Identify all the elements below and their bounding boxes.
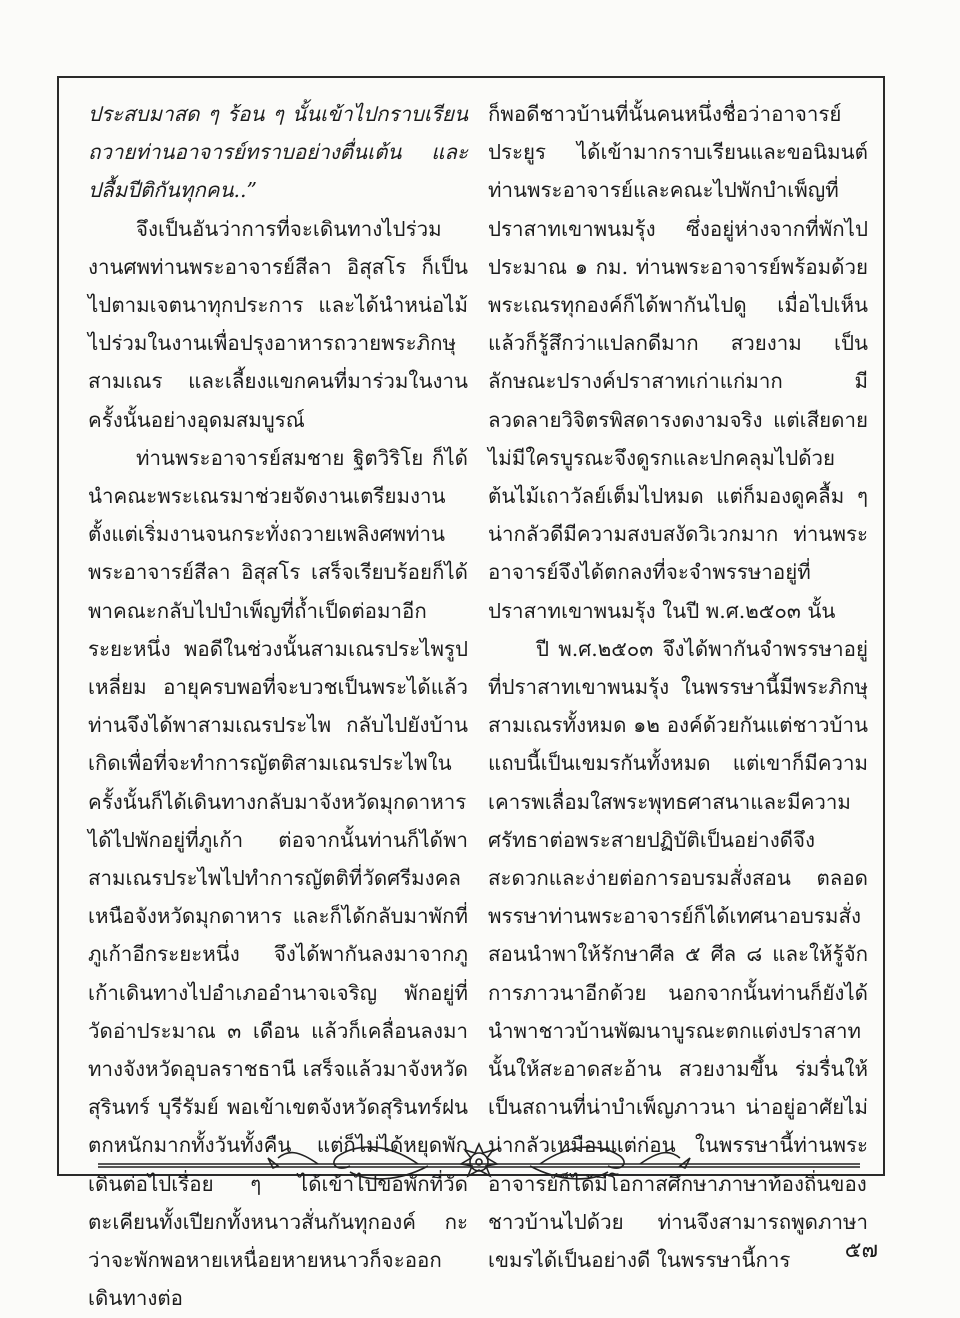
paragraph: ก็พอดีชาวบ้านที่นั้นคนหนึ่งชื่อว่าอาจารย์ประยูร ได้เข้ามากราบเรียนและขอนิมนต์ท่านพระอาจารย์และคณะไปพักบำเพ็ญที่ปราสาทเขาพนมรุ้ง ซึ่งอยู่ห่างจากที่พักไปประมาณ ๑ กม. ท่านพระอาจารย์พร้อมด้วยพระเณรทุกองค์ก็ได้พากันไปดู เมื่อไปเห็นแล้วก็รู้สึกว่าแปลกดีมาก สวยงาม เป็นลักษณะปรางค์ปราสาทเก่าแก่มาก มีลวดลายวิจิตรพิสดารงดงามจริง แต่เสียดายไม่มีใครบูรณะจึงดูรกและปกคลุมไปด้วยต้นไม้เถาวัลย์เต็มไปหมด แต่ก็มองดูคลื้ม ๆ น่ากลัวดีมีความสงบสงัดวิเวกมาก ท่านพระอาจารย์จึงได้ตกลงที่จะจำพรรษาอยู่ที่ปราสาทเขาพนมรุ้ง ในปี พ.ศ.๒๕๐๓ นั้น [488,102,868,623]
right-column [488,95,868,1279]
left-column [88,95,468,1318]
page-number: ๕๗ [844,1238,878,1263]
quote-paragraph: ประสบมาสด ๆ ร้อน ๆ นั้นเข้าไปกราบเรียน ถวายท่านอาจารย์ทราบอย่างตื่นเต้น และปลื้มปีติกันทุกคน..” [88,102,468,203]
floral-ornament [88,1138,870,1184]
paragraph: จึงเป็นอันว่าการที่จะเดินทางไปร่วมงานศพท่านพระอาจารย์สีลา อิสุสโร ก็เป็นไปตามเจตนาทุกประการ และได้นำหน่อไม้ไปร่วมในงานเพื่อปรุงอาหารถวายพระภิกษุสามเณร และเลี้ยงแขกคนที่มาร่วมในงานครั้งนั้นอย่างอุดมสมบูรณ์ [88,216,468,432]
paragraph: ท่านพระอาจารย์สมชาย ฐิตวิริโย ก็ได้นำคณะพระเณรมาช่วยจัดงานเตรียมงานตั้งแต่เริ่มงานจนกระทั่งถวายเพลิงศพท่านพระอาจารย์สีลา อิสุสโร เสร็จเรียบร้อยก็ได้พาคณะกลับไปบำเพ็ญที่ถ้ำเป็ดต่อมาอีกระยะหนึ่ง พอดีในช่วงนั้นสามเณรประไพรูปเหลี่ยม อายุครบพอที่จะบวชเป็นพระได้แล้ว ท่านจึงได้พาสามเณรประไพ กลับไปยังบ้านเกิดเพื่อที่จะทำการญัตติสามเณรประไพในครั้งนั้นก็ได้เดินทางกลับมาจังหวัดมุกดาหารได้ไปพักอยู่ที่ภูเก้า ต่อจากนั้นท่านก็ได้พาสามเณรประไพไปทำการญัตติที่วัดศรีมงคลเหนือจังหวัดมุกดาหาร และก็ได้กลับมาพักที่ภูเก้าอีกระยะหนึ่ง จึงได้พากันลงมาจากภูเก้าเดินทางไปอำเภออำนาจเจริญ พักอยู่ที่วัดอ่าประมาณ ๓ เดือน แล้วก็เคลื่อนลงมาทางจังหวัดอุบลราชธานี เสร็จแล้วมาจังหวัดสุรินทร์ บุรีรัมย์ พอเข้าเขตจังหวัดสุรินทร์ฝนตกหนักมากทั้งวันทั้งคืน แต่ก็ไม่ได้หยุดพักเดินต่อไปเรื่อย ๆ ได้เข้าไปขอพักที่วัดตะเคียนทั้งเปียกทั้งหนาวสั่นกันทุกองค์ กะว่าจะพักพอหายเหนื่อยหายหนาวก็จะออกเดินทางต่อ [88,445,468,1311]
paragraph: ปี พ.ศ.๒๕๐๓ จึงได้พากันจำพรรษาอยู่ที่ปราสาทเขาพนมรุ้ง ในพรรษานี้มีพระภิกษุสามเณรทั้งหมด ๑๒ องค์ด้วยกันแต่ชาวบ้านแถบนี้เป็นเขมรกันทั้งหมด แต่เขาก็มีความเคารพเลื่อมใสพระพุทธศาสนาและมีความศรัทธาต่อพระสายปฏิบัติเป็นอย่างดีจึงสะดวกและง่ายต่อการอบรมสั่งสอน ตลอดพรรษาท่านพระอาจารย์ก็ได้เทศนาอบรมสั่งสอนนำพาให้รักษาศีล ๕ ศีล ๘ และให้รู้จักการภาวนาอีกด้วย นอกจากนั้นท่านก็ยังได้นำพาชาวบ้านพัฒนาบูรณะตกแต่งปราสาทนั้นให้สะอาดสะอ้าน สวยงามขึ้น ร่มรื่นให้เป็นสถานที่น่าบำเพ็ญภาวนา น่าอยู่อาศัยไม่น่ากลัวเหมือนแต่ก่อน ในพรรษานี้ท่านพระอาจารย์ก็ได้มีโอกาสศึกษาภาษาท้องถิ่นของชาวบ้านไปด้วย ท่านจึงสามารถพูดภาษาเขมรได้เป็นอย่างดี ในพรรษานี้การ [488,636,868,1273]
